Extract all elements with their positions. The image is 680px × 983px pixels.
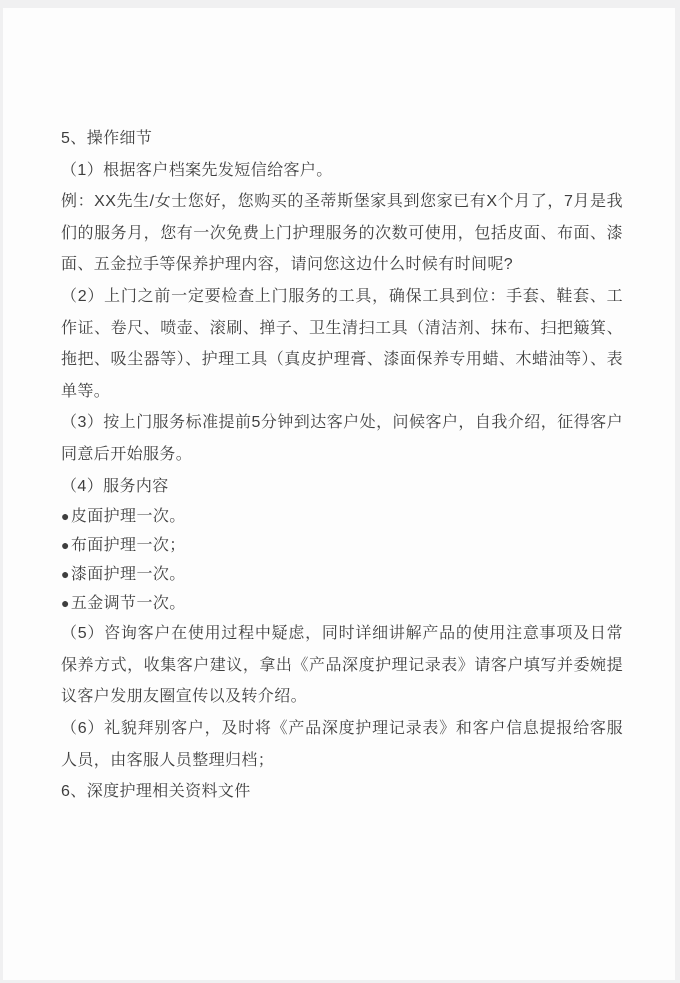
paragraph-step-2: （2）上门之前一定要检查上门服务的工具，确保工具到位：手套、鞋套、工作证、卷尺、喷壶、滚刷、掸子、卫生清扫工具（清洁剂、抹布、扫把簸箕、拖把、吸尘器等）、护理工具（真皮护理膏、漆面保养专用蜡、木蜡油等）、表单等。 — [61, 287, 623, 400]
paragraph-sms-example: 例：XX先生/女士您好，您购买的圣蒂斯堡家具到您家已有X个月了，7月是我们的服务月，您有一次免费上门护理服务的次数可使用，包括皮面、布面、漆面、五金拉手等保养护理内容，请问您这边什么时候有时间呢? — [61, 193, 623, 274]
paragraph-step-1: （1）根据客户档案先发短信给客户。 — [61, 161, 333, 179]
paragraph-step-4-service-content: （4）服务内容 — [61, 477, 169, 495]
paragraph-step-6: （6）礼貌拜别客户，及时将《产品深度护理记录表》和客户信息提报给客服人员，由客服人员整理归档； — [61, 719, 623, 769]
paragraph-step-5: （5）咨询客户在使用过程中疑虑，同时详细讲解产品的使用注意事项及日常保养方式，收集客户建议，拿出《产品深度护理记录表》请客户填写并委婉提议客户发朋友圈宣传以及转介绍。 — [61, 625, 623, 706]
list-item-text: 布面护理一次； — [70, 537, 186, 555]
section-6-heading: 6、深度护理相关资料文件 — [61, 783, 251, 801]
list-item-hardware-adjust — [61, 589, 623, 618]
section-5-heading: 5、操作细节 — [61, 130, 153, 147]
document-content — [3, 8, 675, 808]
bullet-icon: ● — [61, 508, 70, 525]
list-item-text: 皮面护理一次。 — [70, 508, 186, 526]
list-item-text: 漆面护理一次。 — [70, 566, 186, 584]
list-item-leather-care — [61, 502, 623, 531]
list-item-fabric-care — [61, 531, 623, 560]
list-item-paint-care — [61, 560, 623, 589]
document-sheet — [3, 8, 675, 980]
paragraph-step-3: （3）按上门服务标准提前5分钟到达客户处，问候客户，自我介绍，征得客户同意后开始服务。 — [61, 414, 623, 463]
service-content-list — [61, 502, 623, 618]
bullet-icon: ● — [61, 595, 70, 612]
list-item-text: 五金调节一次。 — [70, 595, 186, 613]
bullet-icon: ● — [61, 537, 70, 554]
bullet-icon: ● — [61, 566, 70, 583]
